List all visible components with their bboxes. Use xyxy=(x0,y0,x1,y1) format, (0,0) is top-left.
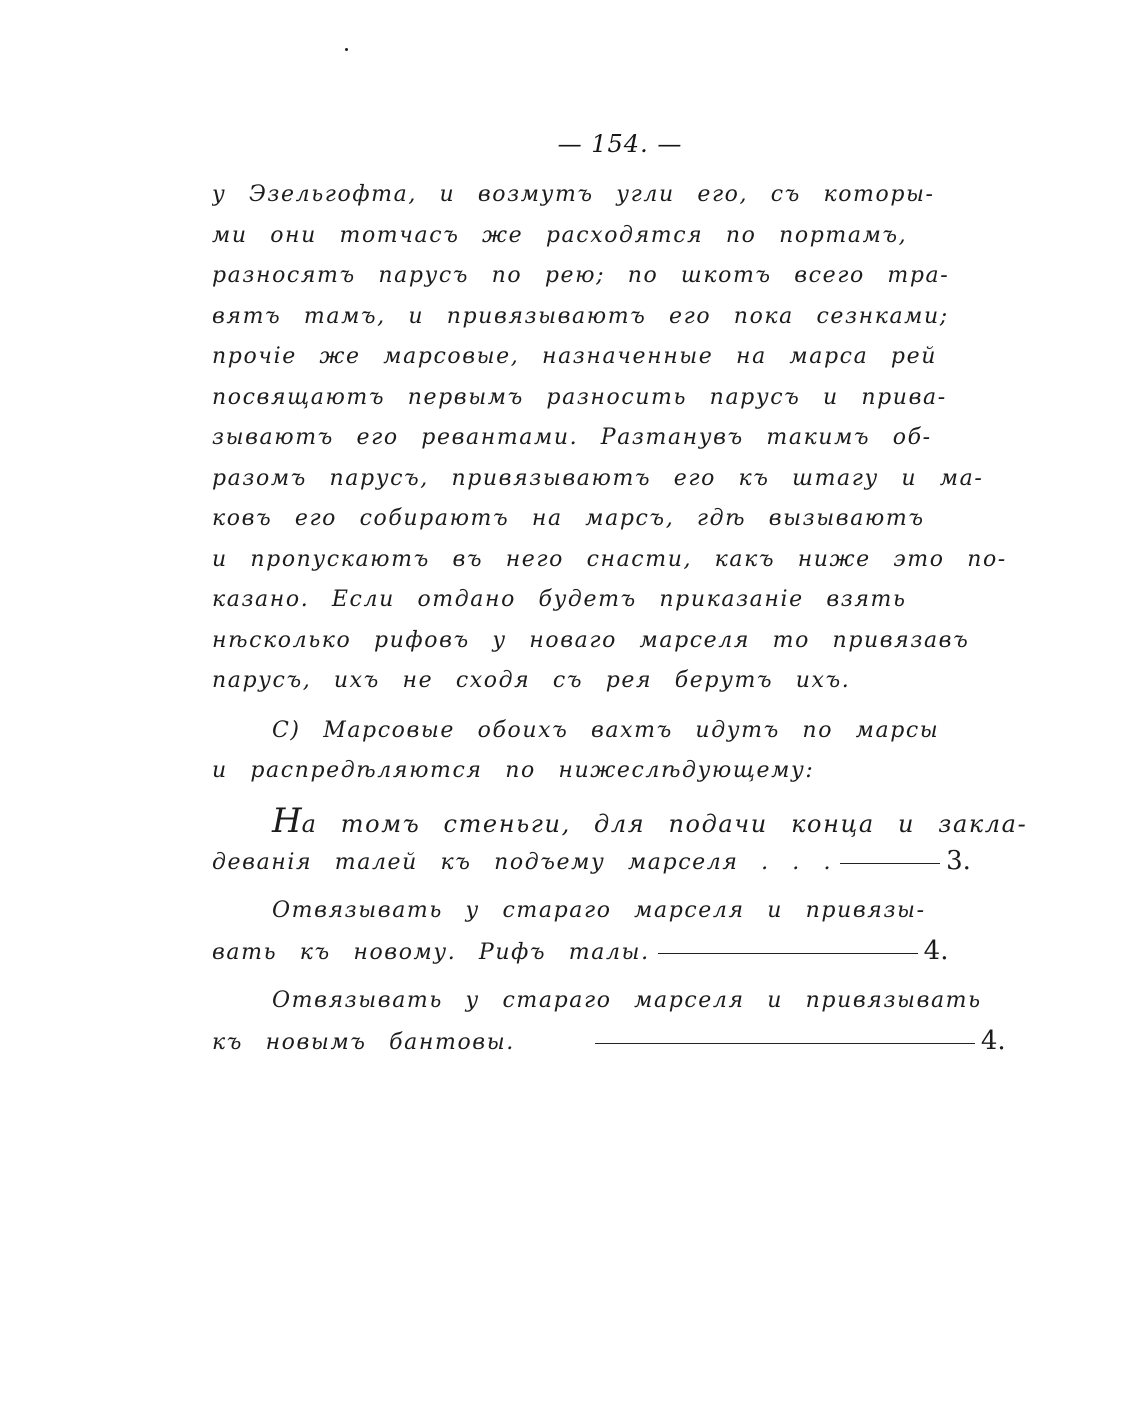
entry-text: вать къ новому. Рифъ талы. xyxy=(212,940,650,965)
text-line: ковъ его собираютъ на марсъ, гдѣ вызываютъ xyxy=(212,506,925,531)
dash-leader xyxy=(840,863,940,864)
text-line: нѣсколько рифовъ у новаго марселя то привязавъ xyxy=(212,627,970,653)
text-line: Отвязывать у стараго марселя и привязы- xyxy=(272,897,926,923)
entry-last-line xyxy=(212,1021,1057,1062)
entry-text: а томъ стеньги, для подачи конца и закла- xyxy=(301,809,1028,838)
entry-first-line xyxy=(212,801,1057,842)
text-line: и распредѣляются по нижеслѣдующему: xyxy=(212,758,815,783)
text-line: парусъ, ихъ не сходя съ рея берутъ ихъ. xyxy=(212,668,851,693)
entry-last-line xyxy=(212,931,1057,972)
count-value: 4. xyxy=(980,1026,1006,1056)
text-line: у Эзельгофта, и возмутъ угли его, съ которы- xyxy=(212,182,935,207)
text-line: казано. Если отдано будетъ приказаніе взять xyxy=(212,587,907,612)
text-line: С) Марсовые обоихъ вахтъ идутъ по марсы xyxy=(272,717,940,743)
entry-text: къ новымъ бантовы. xyxy=(212,1030,515,1055)
count-value: 4. xyxy=(923,936,949,966)
dash-leader xyxy=(595,1043,975,1044)
text-line: ми они тотчасъ же расходятся по портамъ, xyxy=(212,222,908,248)
text-line: зываютъ его ревантами. Разтанувъ такимъ об- xyxy=(212,425,932,450)
text-line: разносятъ парусъ по рею; по шкотъ всего тра- xyxy=(212,263,950,288)
count-value: 3. xyxy=(946,846,971,876)
ink-speck xyxy=(345,48,348,51)
dash-leader xyxy=(658,953,918,954)
text-line: и пропускаютъ въ него снасти, какъ ниже это по- xyxy=(212,546,1007,572)
entry-initial: Н xyxy=(272,800,302,841)
text-line: посвящаютъ первымъ разносить парусъ и прива- xyxy=(212,384,947,410)
entry-last-line xyxy=(212,841,1057,882)
text-line: вятъ тамъ, и привязываютъ его пока сезнками; xyxy=(212,303,949,329)
handwritten-text xyxy=(212,175,1057,1062)
text-line: разомъ парусъ, привязываютъ его къ штагу и ма- xyxy=(212,465,984,491)
page-number: — 154. — xyxy=(557,130,683,158)
entry-text: деванія талей къ подъему марселя . . . xyxy=(212,850,833,875)
text-line: Отвязывать у стараго марселя и привязывать xyxy=(272,987,982,1013)
text-line: прочіе же марсовые, назначенные на марса рей xyxy=(212,344,937,369)
